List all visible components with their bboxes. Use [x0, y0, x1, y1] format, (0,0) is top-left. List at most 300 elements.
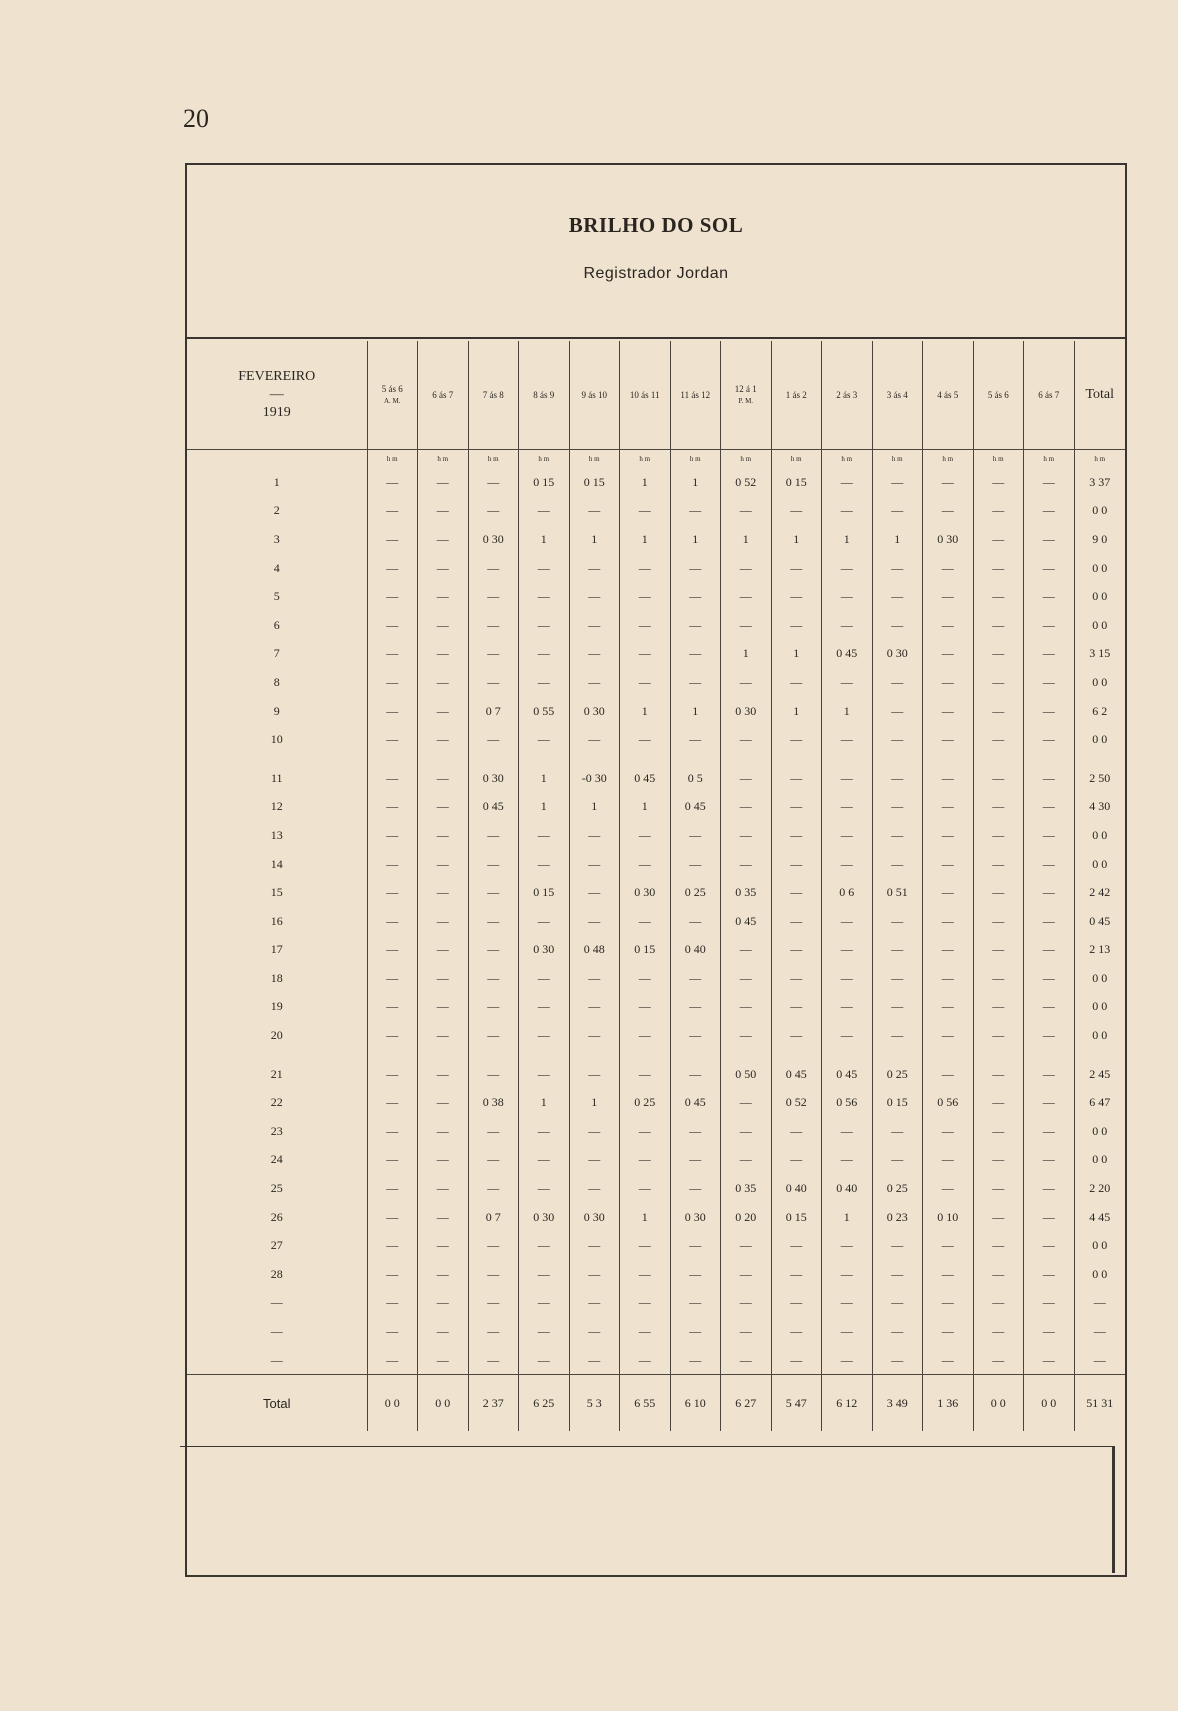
- table-row: [187, 1174, 1125, 1203]
- value-cell: —: [367, 1088, 418, 1117]
- value-cell: 1: [620, 1203, 671, 1232]
- table-row: [187, 1289, 1125, 1318]
- value-cell: —: [670, 964, 721, 993]
- value-cell: —: [1024, 640, 1075, 669]
- total-column-header: Total: [1074, 341, 1125, 450]
- table-row: [187, 993, 1125, 1022]
- row-total-cell: 9 0: [1074, 525, 1125, 554]
- day-cell: —: [270, 1352, 283, 1367]
- value-cell: —: [1024, 1260, 1075, 1289]
- value-cell: —: [620, 1231, 671, 1260]
- value-cell: —: [670, 1346, 721, 1375]
- value-cell: 1: [519, 754, 570, 793]
- value-cell: —: [973, 936, 1024, 965]
- value-cell: —: [923, 582, 974, 611]
- value-cell: —: [923, 907, 974, 936]
- value-cell: —: [1024, 1088, 1075, 1117]
- value-cell: —: [620, 725, 671, 754]
- value-cell: 0 7: [468, 697, 519, 726]
- value-cell: 0 52: [771, 1088, 822, 1117]
- value-cell: —: [1024, 582, 1075, 611]
- value-cell: —: [822, 1289, 873, 1318]
- value-cell: 0 5: [670, 754, 721, 793]
- column-label: 10 ás 11: [629, 390, 660, 400]
- value-cell: —: [418, 878, 469, 907]
- table-row: [187, 1021, 1125, 1050]
- table-row: [187, 725, 1125, 754]
- value-cell: —: [973, 1088, 1024, 1117]
- value-cell: —: [973, 907, 1024, 936]
- value-cell: —: [923, 1050, 974, 1089]
- value-cell: —: [923, 468, 974, 497]
- value-cell: —: [721, 1289, 772, 1318]
- value-cell: 0 51: [872, 878, 923, 907]
- value-cell: 0 15: [771, 1203, 822, 1232]
- value-cell: —: [923, 1146, 974, 1175]
- value-cell: —: [519, 725, 570, 754]
- value-cell: —: [670, 1146, 721, 1175]
- day-cell: 27: [270, 1238, 283, 1253]
- value-cell: 0 45: [670, 1088, 721, 1117]
- value-cell: —: [367, 907, 418, 936]
- value-cell: 1: [620, 793, 671, 822]
- column-header: [973, 341, 1024, 450]
- page-number: 20: [183, 104, 209, 133]
- table-row: [187, 793, 1125, 822]
- value-cell: —: [468, 554, 519, 583]
- day-cell: 11: [270, 770, 283, 785]
- value-cell: —: [367, 993, 418, 1022]
- value-cell: —: [620, 1021, 671, 1050]
- value-cell: —: [418, 611, 469, 640]
- value-cell: —: [1024, 1050, 1075, 1089]
- value-cell: —: [367, 754, 418, 793]
- unit-label: h m: [872, 450, 923, 469]
- value-cell: —: [771, 1146, 822, 1175]
- table-row: [187, 754, 1125, 793]
- day-cell: 4: [273, 560, 280, 575]
- value-cell: —: [973, 640, 1024, 669]
- value-cell: —: [418, 697, 469, 726]
- value-cell: —: [923, 668, 974, 697]
- value-cell: 1: [670, 468, 721, 497]
- value-cell: —: [367, 582, 418, 611]
- value-cell: —: [569, 1021, 620, 1050]
- table-body: [187, 468, 1125, 1375]
- value-cell: —: [569, 850, 620, 879]
- day-cell: 5: [273, 589, 280, 604]
- value-cell: —: [418, 1146, 469, 1175]
- value-cell: —: [721, 1346, 772, 1375]
- value-cell: 0 40: [771, 1174, 822, 1203]
- value-cell: —: [367, 640, 418, 669]
- value-cell: —: [367, 821, 418, 850]
- value-cell: —: [367, 1050, 418, 1089]
- grand-total-cell: 51 31: [1074, 1375, 1125, 1432]
- value-cell: —: [519, 611, 570, 640]
- table-row: [187, 850, 1125, 879]
- column-label: 4 ás 5: [937, 390, 959, 400]
- value-cell: —: [670, 1317, 721, 1346]
- value-cell: —: [1024, 668, 1075, 697]
- value-cell: —: [822, 1021, 873, 1050]
- sunshine-table: [187, 341, 1125, 1431]
- value-cell: —: [822, 964, 873, 993]
- table-row: [187, 1346, 1125, 1375]
- value-cell: —: [418, 640, 469, 669]
- value-cell: —: [973, 1117, 1024, 1146]
- column-total-cell: 0 0: [367, 1375, 418, 1432]
- value-cell: —: [670, 1260, 721, 1289]
- table-row: [187, 1146, 1125, 1175]
- value-cell: —: [973, 1317, 1024, 1346]
- column-total-cell: 5 3: [569, 1375, 620, 1432]
- value-cell: —: [771, 907, 822, 936]
- value-cell: —: [872, 1346, 923, 1375]
- value-cell: —: [721, 1231, 772, 1260]
- day-cell: 20: [270, 1028, 283, 1043]
- value-cell: 1: [771, 525, 822, 554]
- value-cell: —: [468, 964, 519, 993]
- table-title: BRILHO DO SOL: [568, 213, 744, 237]
- value-cell: —: [973, 582, 1024, 611]
- row-total-cell: 0 0: [1074, 850, 1125, 879]
- value-cell: —: [771, 1289, 822, 1318]
- column-header: [367, 341, 418, 450]
- value-cell: 1: [872, 525, 923, 554]
- value-cell: —: [569, 640, 620, 669]
- value-cell: —: [721, 725, 772, 754]
- value-cell: —: [367, 1174, 418, 1203]
- value-cell: —: [519, 1317, 570, 1346]
- value-cell: —: [822, 754, 873, 793]
- value-cell: —: [620, 1346, 671, 1375]
- unit-label: h m: [620, 450, 671, 469]
- value-cell: —: [1024, 554, 1075, 583]
- value-cell: —: [872, 582, 923, 611]
- value-cell: 0 20: [721, 1203, 772, 1232]
- table-row: [187, 1231, 1125, 1260]
- value-cell: —: [418, 1050, 469, 1089]
- table-frame: [185, 163, 1127, 1577]
- value-cell: —: [367, 668, 418, 697]
- table-row: [187, 697, 1125, 726]
- value-cell: —: [721, 993, 772, 1022]
- value-cell: —: [973, 793, 1024, 822]
- value-cell: —: [923, 1260, 974, 1289]
- value-cell: —: [973, 525, 1024, 554]
- value-cell: 1: [721, 640, 772, 669]
- value-cell: —: [367, 878, 418, 907]
- value-cell: —: [519, 497, 570, 526]
- value-cell: —: [872, 1231, 923, 1260]
- value-cell: —: [670, 907, 721, 936]
- value-cell: 0 25: [620, 1088, 671, 1117]
- value-cell: 1: [670, 525, 721, 554]
- value-cell: —: [771, 793, 822, 822]
- value-cell: —: [973, 1203, 1024, 1232]
- value-cell: —: [1024, 821, 1075, 850]
- column-header: [418, 341, 469, 450]
- value-cell: —: [367, 793, 418, 822]
- value-cell: —: [771, 936, 822, 965]
- value-cell: —: [872, 964, 923, 993]
- value-cell: —: [468, 936, 519, 965]
- value-cell: —: [721, 850, 772, 879]
- value-cell: —: [468, 1231, 519, 1260]
- value-cell: 0 30: [519, 1203, 570, 1232]
- value-cell: —: [620, 668, 671, 697]
- day-cell: —: [270, 1295, 283, 1310]
- value-cell: —: [721, 582, 772, 611]
- value-cell: 0 38: [468, 1088, 519, 1117]
- value-cell: —: [923, 793, 974, 822]
- value-cell: —: [973, 878, 1024, 907]
- unit-label: h m: [367, 450, 418, 469]
- value-cell: —: [418, 1174, 469, 1203]
- row-total-cell: 2 13: [1074, 936, 1125, 965]
- day-cell: 3: [273, 531, 280, 546]
- value-cell: —: [973, 1260, 1024, 1289]
- column-header: [569, 341, 620, 450]
- day-cell: 16: [270, 913, 283, 928]
- value-cell: —: [367, 697, 418, 726]
- value-cell: —: [569, 1174, 620, 1203]
- value-cell: 0 25: [872, 1050, 923, 1089]
- value-cell: —: [1024, 936, 1075, 965]
- value-cell: —: [1024, 1117, 1075, 1146]
- table-row: [187, 1117, 1125, 1146]
- row-total-cell: 0 0: [1074, 554, 1125, 583]
- value-cell: —: [519, 907, 570, 936]
- column-header: [872, 341, 923, 450]
- value-cell: —: [771, 878, 822, 907]
- value-cell: —: [670, 993, 721, 1022]
- value-cell: —: [418, 668, 469, 697]
- column-label: 9 ás 10: [581, 390, 607, 400]
- value-cell: —: [569, 1260, 620, 1289]
- value-cell: —: [620, 582, 671, 611]
- value-cell: —: [569, 668, 620, 697]
- value-cell: —: [923, 936, 974, 965]
- column-total-cell: 0 0: [1024, 1375, 1075, 1432]
- value-cell: 0 15: [620, 936, 671, 965]
- value-cell: —: [771, 1021, 822, 1050]
- value-cell: —: [1024, 878, 1075, 907]
- value-cell: —: [721, 821, 772, 850]
- value-cell: —: [418, 1021, 469, 1050]
- value-cell: 0 30: [670, 1203, 721, 1232]
- value-cell: —: [620, 497, 671, 526]
- column-header: [620, 341, 671, 450]
- column-total-cell: 0 0: [973, 1375, 1024, 1432]
- row-total-cell: 0 45: [1074, 907, 1125, 936]
- value-cell: —: [418, 1088, 469, 1117]
- value-cell: 0 23: [872, 1203, 923, 1232]
- unit-label: h m: [973, 450, 1024, 469]
- column-total-cell: 0 0: [418, 1375, 469, 1432]
- row-total-cell: 0 0: [1074, 725, 1125, 754]
- value-cell: 1: [519, 793, 570, 822]
- value-cell: —: [973, 1146, 1024, 1175]
- value-cell: —: [721, 936, 772, 965]
- value-cell: —: [468, 668, 519, 697]
- unit-label: h m: [1024, 450, 1075, 469]
- table-row: [187, 1088, 1125, 1117]
- value-cell: 0 15: [519, 468, 570, 497]
- row-total-cell: 3 37: [1074, 468, 1125, 497]
- day-cell: 8: [273, 674, 280, 689]
- value-cell: —: [620, 850, 671, 879]
- value-cell: —: [519, 1260, 570, 1289]
- row-total-cell: 4 45: [1074, 1203, 1125, 1232]
- column-header: [468, 341, 519, 450]
- value-cell: —: [973, 468, 1024, 497]
- value-cell: —: [468, 993, 519, 1022]
- value-cell: —: [468, 1021, 519, 1050]
- value-cell: —: [1024, 850, 1075, 879]
- column-total-cell: 6 12: [822, 1375, 873, 1432]
- value-cell: —: [973, 554, 1024, 583]
- value-cell: —: [418, 1260, 469, 1289]
- value-cell: 0 30: [620, 878, 671, 907]
- value-cell: —: [973, 993, 1024, 1022]
- table-row: [187, 611, 1125, 640]
- value-cell: —: [620, 993, 671, 1022]
- unit-label: h m: [1074, 450, 1125, 469]
- value-cell: —: [923, 611, 974, 640]
- unit-label: h m: [822, 450, 873, 469]
- day-cell: 10: [270, 732, 283, 747]
- value-cell: 0 30: [468, 754, 519, 793]
- value-cell: —: [771, 993, 822, 1022]
- total-row: [187, 1375, 1125, 1432]
- value-cell: 1: [620, 697, 671, 726]
- column-total-cell: 6 10: [670, 1375, 721, 1432]
- column-header: [771, 341, 822, 450]
- column-total-cell: 6 27: [721, 1375, 772, 1432]
- value-cell: 1: [771, 697, 822, 726]
- column-label: 2 ás 3: [836, 390, 858, 400]
- value-cell: 0 15: [519, 878, 570, 907]
- value-cell: 1: [822, 525, 873, 554]
- value-cell: -0 30: [569, 754, 620, 793]
- value-cell: —: [367, 1117, 418, 1146]
- value-cell: —: [569, 611, 620, 640]
- value-cell: —: [468, 850, 519, 879]
- table-row: [187, 1317, 1125, 1346]
- value-cell: 0 45: [721, 907, 772, 936]
- column-total-cell: 6 25: [519, 1375, 570, 1432]
- column-label: 12 á 1: [734, 384, 757, 394]
- value-cell: —: [620, 1317, 671, 1346]
- value-cell: —: [519, 554, 570, 583]
- column-header: [670, 341, 721, 450]
- value-cell: —: [519, 1050, 570, 1089]
- value-cell: 0 30: [872, 640, 923, 669]
- value-cell: —: [519, 582, 570, 611]
- value-cell: —: [519, 850, 570, 879]
- value-cell: —: [418, 1289, 469, 1318]
- value-cell: —: [468, 582, 519, 611]
- value-cell: 0 45: [468, 793, 519, 822]
- day-cell: 13: [270, 827, 283, 842]
- value-cell: 0 25: [670, 878, 721, 907]
- table-row: [187, 821, 1125, 850]
- value-cell: —: [822, 1117, 873, 1146]
- value-cell: 1: [620, 525, 671, 554]
- value-cell: —: [923, 1231, 974, 1260]
- row-total-cell: —: [1074, 1289, 1125, 1318]
- value-cell: —: [771, 1317, 822, 1346]
- value-cell: —: [923, 1117, 974, 1146]
- column-label: 3 ás 4: [886, 390, 908, 400]
- value-cell: —: [872, 611, 923, 640]
- value-cell: —: [1024, 793, 1075, 822]
- value-cell: —: [923, 993, 974, 1022]
- value-cell: —: [418, 936, 469, 965]
- value-cell: —: [367, 1346, 418, 1375]
- value-cell: 0 30: [569, 697, 620, 726]
- total-row-label: Total: [187, 1375, 367, 1432]
- column-total-cell: 6 55: [620, 1375, 671, 1432]
- value-cell: —: [367, 525, 418, 554]
- value-cell: —: [670, 821, 721, 850]
- value-cell: —: [872, 697, 923, 726]
- value-cell: —: [872, 793, 923, 822]
- value-cell: —: [872, 754, 923, 793]
- row-total-cell: 0 0: [1074, 1117, 1125, 1146]
- value-cell: —: [468, 1050, 519, 1089]
- value-cell: —: [569, 497, 620, 526]
- value-cell: —: [973, 668, 1024, 697]
- value-cell: —: [569, 964, 620, 993]
- value-cell: —: [569, 1346, 620, 1375]
- value-cell: —: [721, 1021, 772, 1050]
- unit-label: h m: [923, 450, 974, 469]
- column-label: 11 ás 12: [680, 390, 711, 400]
- value-cell: —: [418, 1317, 469, 1346]
- value-cell: —: [822, 907, 873, 936]
- value-cell: —: [1024, 611, 1075, 640]
- value-cell: —: [973, 1346, 1024, 1375]
- value-cell: —: [620, 964, 671, 993]
- day-cell: 28: [270, 1266, 283, 1281]
- column-total-cell: 2 37: [468, 1375, 519, 1432]
- value-cell: —: [569, 1317, 620, 1346]
- value-cell: —: [418, 1203, 469, 1232]
- value-cell: —: [771, 497, 822, 526]
- value-cell: 0 52: [721, 468, 772, 497]
- value-cell: —: [771, 554, 822, 583]
- value-cell: —: [519, 1021, 570, 1050]
- value-cell: —: [418, 554, 469, 583]
- value-cell: —: [1024, 697, 1075, 726]
- value-cell: —: [822, 850, 873, 879]
- value-cell: 1: [822, 697, 873, 726]
- value-cell: 0 30: [519, 936, 570, 965]
- value-cell: —: [1024, 1231, 1075, 1260]
- value-cell: —: [721, 611, 772, 640]
- value-cell: —: [418, 754, 469, 793]
- value-cell: —: [620, 1174, 671, 1203]
- value-cell: —: [367, 725, 418, 754]
- value-cell: —: [923, 1317, 974, 1346]
- value-cell: —: [620, 611, 671, 640]
- value-cell: —: [822, 497, 873, 526]
- value-cell: 1: [670, 697, 721, 726]
- value-cell: —: [923, 725, 974, 754]
